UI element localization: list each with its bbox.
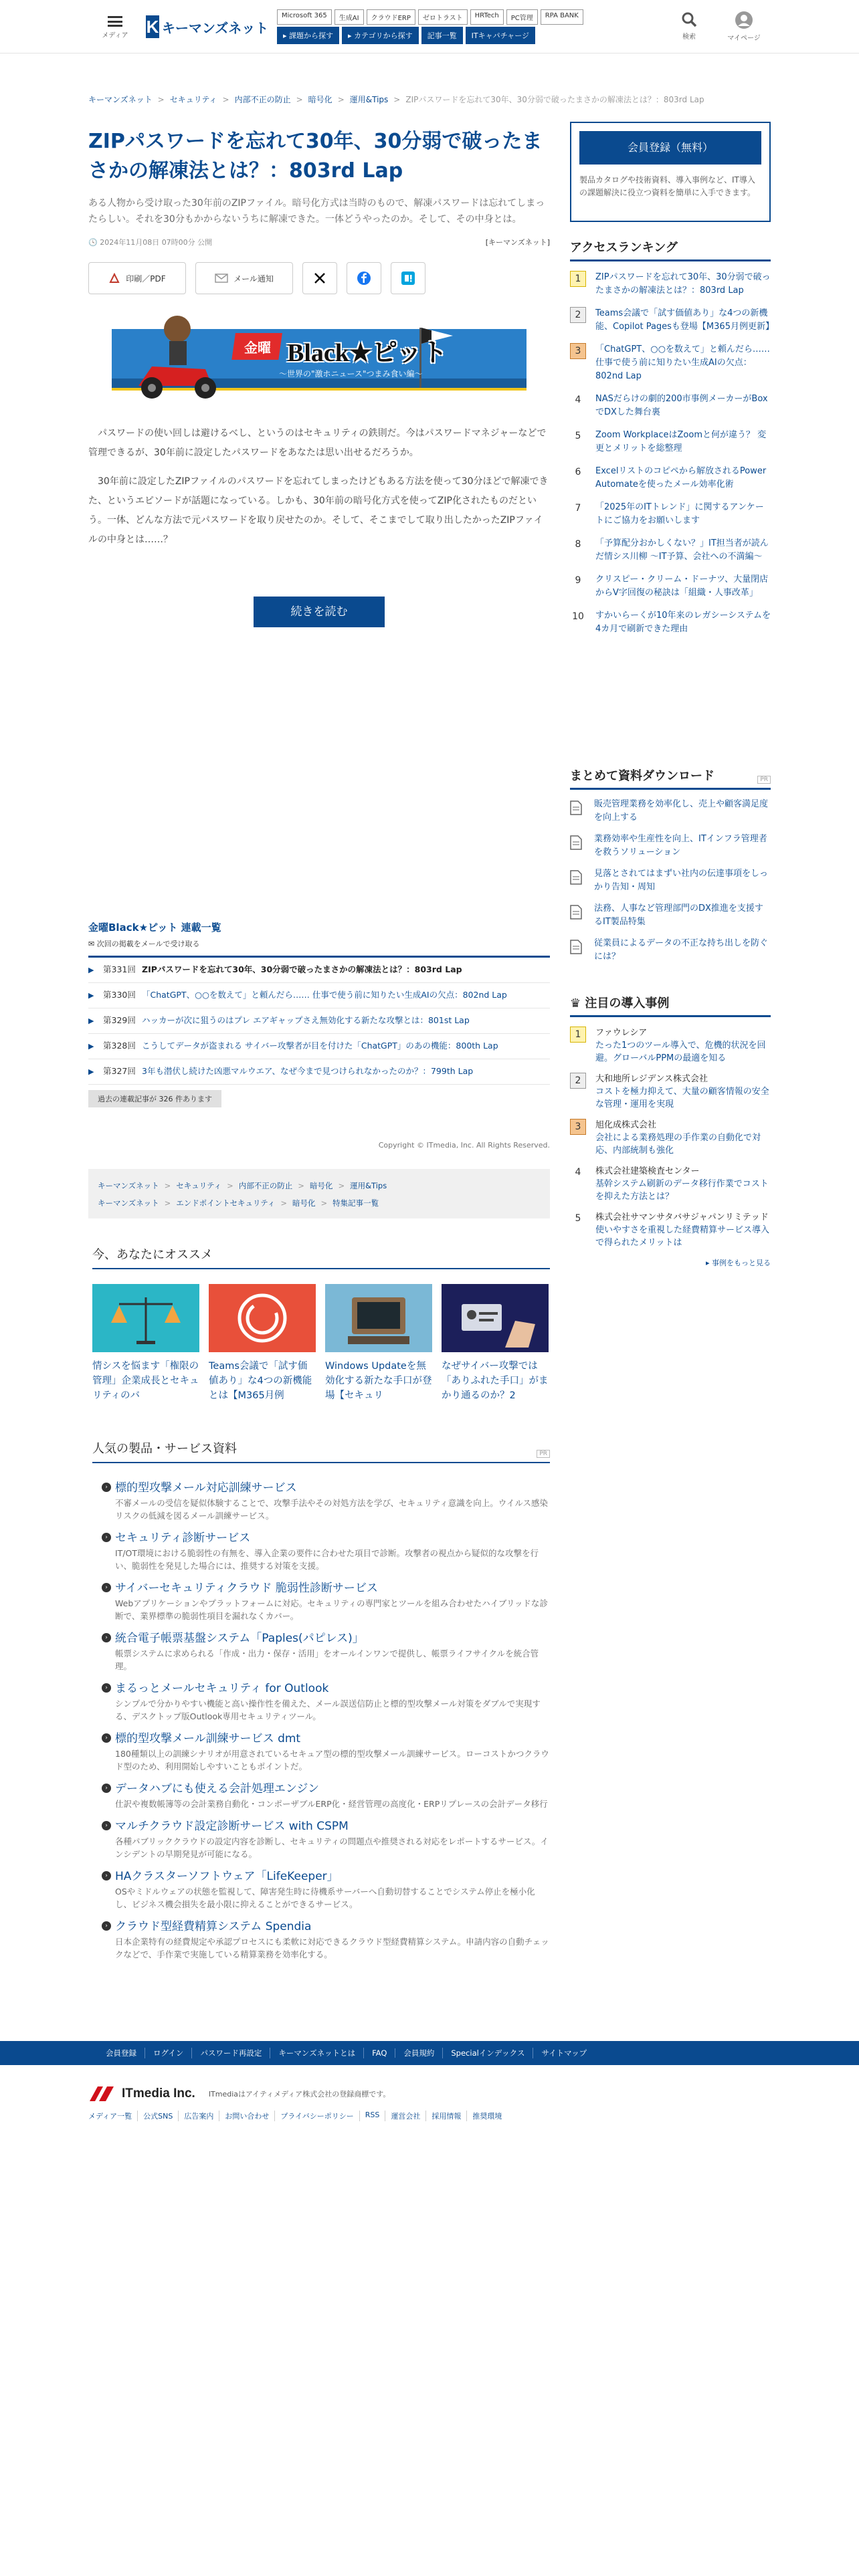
category-link[interactable]: キーマンズネット xyxy=(98,1181,159,1190)
breadcrumb-link[interactable]: セキュリティ xyxy=(169,95,217,104)
ranking-item-title: 「予算配分おかしくない？」IT担当者が読んだ情シス川柳 〜IT予算、会社への不満編〜 xyxy=(595,538,769,562)
chevron-right-icon: › xyxy=(102,1921,111,1931)
recommend-thumbnail xyxy=(442,1284,549,1352)
case-company: ファウレシア xyxy=(595,1028,648,1038)
category-link[interactable]: 暗号化 xyxy=(292,1198,316,1208)
hamburger-icon xyxy=(108,16,122,27)
computer-icon xyxy=(325,1284,432,1352)
chevron-right-icon: › xyxy=(102,1583,111,1592)
rank-number: 1 xyxy=(570,271,586,287)
rank-number: 2 xyxy=(570,1073,586,1089)
footer-link[interactable]: 会員規約 xyxy=(395,2048,443,2058)
product-name: まるっとメールセキュリティ for Outlook xyxy=(115,1682,329,1695)
register-button[interactable]: 会員登録（無料） xyxy=(579,131,761,165)
product-name: 標的型攻撃メール対応訓練サービス xyxy=(115,1481,297,1495)
footer-small-links xyxy=(88,2111,771,2121)
product-name: 統合電子帳票基盤システム「Paples(パピレス)」 xyxy=(115,1632,364,1645)
breadcrumb-link[interactable]: 内部不正の防止 xyxy=(234,95,291,104)
series-item-number: 第331回 xyxy=(103,964,136,974)
arrow-icon: ▶ xyxy=(88,1067,94,1076)
document-icon xyxy=(570,870,582,885)
document-icon xyxy=(570,905,582,920)
series-item-title: こうしてデータが盗まれる サイバー攻撃者が目を付けた「ChatGPT」のあの機能：800th Lap xyxy=(142,1041,498,1051)
product-name: HAクラスターソフトウェア「LifeKeeper」 xyxy=(115,1870,339,1883)
product-description: 日本企業特有の経費規定や承認プロセスにも柔軟に対応できるクラウド型経費精算システム。申請内容の自動チェックなどで、手作業で実施している精算業務を効率化する。 xyxy=(115,1937,549,1959)
topic-tag[interactable]: クラウドERP xyxy=(367,9,415,25)
footer-links xyxy=(98,2041,595,2065)
register-box xyxy=(570,122,771,222)
arrow-icon: ▶ xyxy=(88,1016,94,1025)
topic-tag[interactable]: ゼロトラスト xyxy=(418,9,468,25)
ranking-item-title: ZIPパスワードを忘れて30年、30分弱で破ったまさかの解凍法とは？：803rd Lap xyxy=(595,272,771,296)
footer-small-link[interactable]: 運営会社 xyxy=(385,2111,426,2121)
publish-date: 🕓 2024年11月08日 07時00分 公開 xyxy=(88,238,213,247)
product-item[interactable] xyxy=(92,1919,550,1961)
category-link[interactable]: 暗号化 xyxy=(309,1181,333,1190)
topic-tag[interactable]: PC管理 xyxy=(506,9,538,25)
recommend-grid xyxy=(92,1284,550,1403)
share-x-button[interactable] xyxy=(302,262,337,294)
article-paragraph: パスワードの使い回しは避けるべし、というのはセキュリティの鉄則だ。今はパスワードマネジャーなどで管理できるが、30年前に設定したパスワードをあなたは思い出せるだろうか。 xyxy=(88,428,547,458)
series-item[interactable] xyxy=(88,983,550,1008)
downloads-title-text: まとめて資料ダウンロード xyxy=(570,769,714,783)
copyright: Copyright © ITmedia, Inc. All Rights Reserved. xyxy=(378,1141,550,1150)
footer-bottom xyxy=(88,2085,771,2121)
case-description: 基幹システム刷新のデータ移行作業でコストを抑えた方法とは？ xyxy=(595,1179,769,1202)
product-description: 帳票システムに求められる「作成・出力・保存・活用」をオールインワンで提供し、帳票ライフサイクルを統合管理。 xyxy=(115,1648,539,1671)
product-name: クラウド型経費精算システム Spendia xyxy=(115,1920,312,1933)
ranking-item[interactable] xyxy=(570,537,771,564)
case-company: 株式会社建築検査センター xyxy=(595,1166,700,1176)
chevron-right-icon: › xyxy=(102,1821,111,1830)
footer-link[interactable]: キーマンズネットとは xyxy=(270,2048,364,2058)
footer-link[interactable]: FAQ xyxy=(364,2048,395,2058)
pdf-icon xyxy=(108,272,120,284)
category-row: キーマンズネット > エンドポイントセキュリティ > 暗号化 > 特集記事一覧 xyxy=(98,1198,379,1208)
category-link[interactable]: 特集記事一覧 xyxy=(332,1198,379,1208)
footer-small-link[interactable]: 採用情報 xyxy=(426,2111,467,2121)
x-icon xyxy=(314,272,326,284)
logo-mark: K xyxy=(146,17,159,37)
rank-number: 4 xyxy=(575,395,581,405)
nav-tags xyxy=(277,27,535,44)
publish-date-text: 2024年11月08日 07時00分 公開 xyxy=(100,238,213,247)
nav-tag-issues[interactable]: ▸ 課題から探す xyxy=(277,27,339,44)
series-subscribe-link[interactable]: ✉ 次回の掲載をメールで受け取る xyxy=(88,938,550,958)
ranking-item[interactable] xyxy=(570,429,771,455)
product-item[interactable] xyxy=(92,1782,550,1810)
logo-text: キーマンズネット xyxy=(162,19,269,36)
mail-notify-label: メール通知 xyxy=(233,274,274,284)
menu-button[interactable] xyxy=(100,13,130,43)
case-description: 使いやすさを重視した経費精算サービス導入で得られたメリットは xyxy=(595,1225,770,1248)
rank-number: 3 xyxy=(570,343,586,359)
share-facebook-button[interactable] xyxy=(347,262,381,294)
download-item[interactable] xyxy=(570,859,771,894)
product-name: 標的型攻撃メール訓練サービス dmt xyxy=(115,1732,301,1745)
download-item-title: 従業員によるデータの不正な持ち出しを防ぐには？ xyxy=(594,938,769,962)
footer-small-link[interactable]: 公式SNS xyxy=(138,2111,179,2121)
mypage-label: マイページ xyxy=(727,35,761,42)
footer-link[interactable]: Specialインデックス xyxy=(443,2048,533,2058)
download-item-title: 法務、人事など管理部門のDX推進を支援するIT製品特集 xyxy=(594,903,763,927)
rank-number: 4 xyxy=(575,1167,581,1178)
nav-tag-categories[interactable]: ▸ カテゴリから探す xyxy=(342,27,419,44)
recommend-card[interactable] xyxy=(325,1284,432,1403)
site-header xyxy=(0,0,859,53)
case-company: 株式会社サマンサタバサジャパンリミテッド xyxy=(595,1212,769,1222)
nav-tag-label: 課題から探す xyxy=(289,31,334,40)
breadcrumb-link[interactable]: 運用&Tips xyxy=(349,95,389,104)
rank-number: 9 xyxy=(575,575,581,586)
product-description: IT/OT環境における脆弱性の有無を、導入企業の要件に合わせた項目で診断。攻撃者の視点から疑似的な攻撃を行い、脆弱性を発見した場合には、推奨する対策を支援。 xyxy=(115,1548,539,1571)
ranking-item-title: 「2025年のITトレンド」に関するアンケートにご協力をお願いします xyxy=(595,502,764,526)
ranking-item[interactable] xyxy=(570,609,771,636)
footer-link[interactable]: サイトマップ xyxy=(541,2048,587,2058)
cases-more-label: 事例をもっと見る xyxy=(712,1259,771,1267)
download-item[interactable] xyxy=(570,790,771,825)
recommend-thumbnail xyxy=(209,1284,316,1352)
nav-tag-label: ITキャパチャージ xyxy=(471,31,530,40)
arrow-icon: ▶ xyxy=(88,1042,94,1051)
trademark-note: ITmediaはアイティメディア株式会社の登録商標です。 xyxy=(208,2090,391,2099)
chevron-right-icon: › xyxy=(102,1871,111,1881)
hatena-bookmark-icon xyxy=(401,271,415,286)
ad-label: PR xyxy=(537,1450,550,1458)
search-label: 検索 xyxy=(682,33,696,41)
topic-tag[interactable]: 生成AI xyxy=(335,9,364,25)
category-link[interactable]: 内部不正の防止 xyxy=(238,1181,293,1190)
nav-tag-label: カテゴリから探す xyxy=(354,31,413,40)
products-section xyxy=(92,1439,550,1969)
rank-number: 7 xyxy=(575,503,581,514)
chevron-right-icon: › xyxy=(102,1483,111,1492)
series-item[interactable] xyxy=(88,958,550,983)
product-item[interactable] xyxy=(92,1869,550,1911)
cases-title-text: 注目の導入事例 xyxy=(585,996,670,1010)
ranking-item-title: Zoom WorkplaceはZoomと何が違う？ 変更とメリットを総整理 xyxy=(595,430,767,453)
series-item-title: 3年も潜伏し続けた凶悪マルウエア、なぜ今まで見つけられなかったのか？：799th Lap xyxy=(142,1066,474,1076)
ranking-item[interactable] xyxy=(570,343,771,383)
download-item[interactable] xyxy=(570,825,771,859)
itmedia-name: ITmedia Inc. xyxy=(122,2086,195,2101)
related-categories xyxy=(88,1169,550,1218)
ranking-item[interactable] xyxy=(570,307,774,334)
nav-tag-label: 記事一覧 xyxy=(427,31,457,40)
product-item[interactable] xyxy=(92,1819,550,1860)
site-logo[interactable] xyxy=(146,15,268,39)
recommend-section xyxy=(92,1245,550,1403)
footer-small-link[interactable]: メディア一覧 xyxy=(88,2111,138,2121)
category-link[interactable]: キーマンズネット xyxy=(98,1198,159,1208)
footer-nav xyxy=(0,2041,859,2065)
series-item-title: 「ChatGPT、○○を数えて」と頼んだら…… 仕事で使う前に知りたい生成AIの欠点：802nd Lap xyxy=(142,990,507,1000)
recommend-card[interactable] xyxy=(209,1284,316,1403)
breadcrumb-link[interactable]: 暗号化 xyxy=(308,95,332,104)
itmedia-logo[interactable] xyxy=(88,2085,771,2103)
product-item[interactable] xyxy=(92,1731,550,1773)
ranking-item-title: すかいらーくが10年来のレガシーシステムを4カ月で刷新できた理由 xyxy=(595,611,771,634)
recommend-caption: 情シスを悩ます「権限の管理」企業成長とセキュリティのバ xyxy=(92,1361,199,1401)
rank-number: 1 xyxy=(570,1027,586,1043)
product-description: Webアプリケーションやプラットフォームに対応。セキュリティの専門家とツールを組み合わせたハイブリッドな診断で、業界標準の脆弱性項目を漏れなくカバー。 xyxy=(115,1598,548,1621)
print-pdf-button[interactable] xyxy=(88,262,186,294)
share-hatena-button[interactable] xyxy=(391,262,425,294)
recommend-card[interactable] xyxy=(442,1284,549,1403)
article-source: [キーマンズネット] xyxy=(485,238,550,247)
ad-label: PR xyxy=(757,776,771,784)
series-item[interactable] xyxy=(88,1059,550,1085)
case-company: 旭化成株式会社 xyxy=(595,1120,657,1130)
series-item[interactable] xyxy=(88,1034,550,1059)
mail-notify-button[interactable] xyxy=(195,262,293,294)
ranking-title: アクセスランキング xyxy=(570,238,771,261)
rank-number: 5 xyxy=(575,431,581,441)
scales-icon xyxy=(92,1284,199,1352)
breadcrumb-link[interactable]: キーマンズネット xyxy=(88,95,153,104)
series-item-number: 第330回 xyxy=(103,990,136,1000)
cases-title xyxy=(570,994,771,1017)
facebook-icon xyxy=(357,271,371,286)
ranking-item[interactable] xyxy=(570,271,771,298)
products-title-text: 人気の製品・サービス資料 xyxy=(92,1442,237,1456)
recommend-caption: なぜサイバー攻撃では「ありふれた手口」がまかり通るのか？2 xyxy=(442,1361,549,1401)
banner-title: Black★ピット xyxy=(287,339,448,367)
footer-small-link[interactable]: 広告案内 xyxy=(179,2111,219,2121)
ranking-section xyxy=(570,238,774,645)
product-name: サイバーセキュリティクラウド 脆弱性診断サービス xyxy=(115,1582,378,1595)
products-list xyxy=(92,1481,550,1961)
rank-number: 3 xyxy=(570,1119,586,1135)
footer-small-link[interactable]: 推奨環境 xyxy=(472,2112,502,2121)
series-item-title: ZIPパスワードを忘れて30年、30分弱で破ったまさかの解凍法とは？：803rd Lap xyxy=(142,964,462,974)
case-description: たった1つのツール導入で、危機的状況を回避。グローバルPPMの最適を知る xyxy=(595,1041,766,1063)
case-item[interactable] xyxy=(570,1027,771,1065)
arrow-icon: ▶ xyxy=(88,991,94,1000)
case-item[interactable] xyxy=(570,1211,771,1249)
chevron-right-icon: › xyxy=(102,1733,111,1743)
recommend-title: 今、あなたにオススメ xyxy=(92,1245,550,1269)
product-description: 各種パブリッククラウドの設定内容を診断し、セキュリティの問題点や推奨される対応をレポートするサービス。インシデントの早期発見が可能になる。 xyxy=(115,1836,549,1859)
banner-kin-label: 金曜 xyxy=(244,340,271,356)
product-item[interactable] xyxy=(92,1481,550,1522)
product-name: データハブにも使える会計処理エンジン xyxy=(115,1782,319,1796)
cases-more-link[interactable]: ▸ 事例をもっと見る xyxy=(705,1259,771,1267)
footer-link[interactable]: 会員登録 xyxy=(98,2048,145,2058)
article-paragraph: 30年前に設定したZIPファイルのパスワードを忘れてしまったけどもある方法を使って30分ほどで解凍できた、というエピソードが話題になっている。しかも、30年前の暗号化方式を使ってZIP化されたものだという。一体、どんな方法で元パスワードを取り戻せたのか。そして、そこまでして取り出したかったZIPファイルの中身とは……？ xyxy=(88,476,549,545)
downloads-title xyxy=(570,766,771,790)
ranking-item-title: NASだらけの劇的200市事例メーカーがBoxでDXした舞台裏 xyxy=(595,394,768,417)
download-item-title: 見落とされてはまずい社内の伝達事項をしっかり告知・周知 xyxy=(594,869,769,892)
case-description: コストを極力抑えて、大量の顧客情報の安全な管理・運用を実現 xyxy=(595,1087,769,1109)
series-banner xyxy=(112,309,527,409)
product-name: マルチクラウド設定診断サービス with CSPM xyxy=(115,1820,349,1833)
case-company: 大和地所レジデンス株式会社 xyxy=(595,1074,708,1084)
topic-tags xyxy=(277,9,583,25)
breadcrumb-current: ZIPパスワードを忘れて30年、30分弱で破ったまさかの解凍法とは？：803rd Lap xyxy=(405,95,704,104)
recommend-thumbnail xyxy=(92,1284,199,1352)
ranking-item[interactable] xyxy=(570,573,771,600)
footer-small-link[interactable]: お問い合わせ xyxy=(219,2111,275,2121)
product-item[interactable] xyxy=(92,1631,550,1673)
banner-subtitle: 〜世界の"激ホニュース"つまみ食い編〜 xyxy=(279,369,423,379)
menu-label: メディア xyxy=(102,32,128,39)
rank-number: 6 xyxy=(575,467,581,477)
series-item[interactable] xyxy=(88,1008,550,1034)
series-item-number: 第328回 xyxy=(103,1041,136,1051)
search-icon xyxy=(680,11,698,28)
id-card-icon xyxy=(442,1284,549,1352)
topic-tag[interactable]: Microsoft 365 xyxy=(277,9,332,25)
chevron-right-icon: › xyxy=(102,1633,111,1642)
crown-icon: ♛ xyxy=(570,996,585,1010)
case-item[interactable] xyxy=(570,1165,771,1203)
case-item[interactable] xyxy=(570,1119,771,1157)
series-item-number: 第329回 xyxy=(103,1015,136,1025)
share-bar xyxy=(88,262,550,294)
ranking-item-title: Teams会議で「試す価値あり」な4つの新機能、Copilot Pagesも登場【M365月例更新】 xyxy=(595,308,774,332)
user-icon xyxy=(735,11,753,29)
series-title: 金曜Black★ピット 連載一覧 xyxy=(88,922,221,934)
article xyxy=(88,114,550,627)
ranking-item-title: Excelリストのコピペから解放されるPower Automateを使ったメール効率化術 xyxy=(595,466,767,490)
download-item[interactable] xyxy=(570,894,771,929)
products-title xyxy=(92,1439,550,1463)
print-pdf-label: 印刷／PDF xyxy=(126,274,166,284)
chevron-right-icon: › xyxy=(102,1784,111,1793)
footer-link[interactable]: ログイン xyxy=(145,2048,192,2058)
category-row: キーマンズネット > セキュリティ > 内部不正の防止 > 暗号化 > 運用&Tips xyxy=(98,1181,387,1190)
category-link[interactable]: 運用&Tips xyxy=(350,1181,387,1190)
ranking-item-title: クリスピー・クリーム・ドーナツ、大量閉店からV字回復の秘訣は「組織・人事改革」 xyxy=(595,574,769,598)
arrow-icon: ▶ xyxy=(88,966,94,974)
document-icon xyxy=(570,800,582,815)
ranking-item-title: 「ChatGPT、○○を数えて」と頼んだら…… 仕事で使う前に知りたい生成AIの欠点：802nd Lap xyxy=(595,344,770,381)
download-item-title: 業務効率や生産性を向上、ITインフラ管理者を救うソリューション xyxy=(594,834,767,857)
footer-small-link[interactable]: RSS xyxy=(360,2111,386,2121)
downloads-section xyxy=(570,766,771,964)
category-link[interactable]: セキュリティ xyxy=(176,1181,222,1190)
recommend-caption: Windows Updateを無効化する新たな手口が登場【セキュリ xyxy=(325,1361,432,1401)
product-description: OSやミドルウェアの状態を監視して、障害発生時に待機系サーバーへ自動切替することでシステム停止を極小化し、ビジネス機会損失を最小限に抑えることができるサービス。 xyxy=(115,1887,535,1909)
search-button[interactable] xyxy=(669,11,709,41)
product-name: セキュリティ診断サービス xyxy=(115,1531,251,1545)
recommend-card[interactable] xyxy=(92,1284,199,1403)
chevron-right-icon: › xyxy=(102,1533,111,1542)
ranking-list xyxy=(570,271,774,636)
series-more-button[interactable]: 過去の連載記事が 326 件あります xyxy=(88,1090,221,1107)
product-item[interactable] xyxy=(92,1681,550,1723)
article-meta xyxy=(88,237,550,247)
document-icon xyxy=(570,940,582,954)
rank-number: 8 xyxy=(575,539,581,550)
product-description: シンプルで分かりやすい機能と高い操作性を備えた、メール誤送信防止と標的型攻撃メール対策をダブルで実現する、デスクトップ版Outlook専用セキュリティツール。 xyxy=(115,1699,541,1721)
nav-tag-charge[interactable] xyxy=(466,27,535,44)
ranking-item[interactable] xyxy=(570,501,771,528)
document-icon xyxy=(570,835,582,850)
article-lead: ある人物から受け取った30年前のZIPファイル。暗号化方式は当時のもので、解凍パスワードは忘れてしまったらしい。それを30分もかからないうちに解凍できた。一体どうやったのか。そして、その中身とは。 xyxy=(88,198,545,225)
case-item[interactable] xyxy=(570,1073,771,1111)
recommend-caption: Teams会議で「試す価値あり」な4つの新機能とは【M365月例 xyxy=(209,1361,312,1401)
refresh-icon xyxy=(209,1284,316,1352)
recommend-thumbnail xyxy=(325,1284,432,1352)
rank-number: 10 xyxy=(572,611,584,622)
category-link[interactable]: エンドポイントセキュリティ xyxy=(176,1198,276,1208)
nav-tag-articles[interactable] xyxy=(421,27,463,44)
cases-list xyxy=(570,1027,771,1249)
mypage-button[interactable] xyxy=(724,11,764,42)
itmedia-mark-icon xyxy=(88,2085,115,2103)
register-text: 製品カタログや技術資料、導入事例など、IT導入の課題解決に役立つ資料を簡単に入手できます。 xyxy=(579,175,756,197)
download-item-title: 販売管理業務を効率化し、売上や顧客満足度を向上する xyxy=(594,799,769,823)
read-more-button[interactable]: 続きを読む xyxy=(254,597,385,627)
cases-section xyxy=(570,994,771,1268)
topic-tag[interactable]: RPA BANK xyxy=(541,9,583,25)
footer-link[interactable]: パスワード再設定 xyxy=(192,2048,270,2058)
mail-icon xyxy=(215,273,228,284)
series-list xyxy=(88,920,550,1107)
product-description: 180種類以上の訓練シナリオが用意されているセキュア型の標的型攻撃メール訓練サービス。ローコストかつクラウド型のため、利用開始しやすいこともポイントだ。 xyxy=(115,1749,549,1772)
breadcrumb: キーマンズネット > セキュリティ > 内部不正の防止 > 暗号化 > 運用&Tips > ZIPパスワードを忘れて30年、30分弱で破ったまさかの解凍法とは？：803rd Lap xyxy=(88,95,704,104)
download-item[interactable] xyxy=(570,929,771,964)
series-subscribe-label: 次回の掲載をメールで受け取る xyxy=(96,940,200,948)
page-title: ZIPパスワードを忘れて30年、30分弱で破ったまさかの解凍法とは？：803rd Lap xyxy=(88,130,543,183)
ranking-item[interactable] xyxy=(570,465,771,492)
product-item[interactable] xyxy=(92,1581,550,1622)
footer-small-link[interactable]: プライバシーポリシー xyxy=(275,2111,359,2121)
rank-number: 5 xyxy=(575,1213,581,1224)
case-description: 会社による業務処理の手作業の自動化で対応、内部統制も強化 xyxy=(595,1133,761,1156)
chevron-right-icon: › xyxy=(102,1683,111,1693)
series-item-number: 第327回 xyxy=(103,1066,136,1076)
product-description: 不審メールの受信を疑似体験することで、攻撃手法やその対処方法を学び、セキュリティ意識を向上。ウイルス感染リスクの低減を図るメール訓練サービス。 xyxy=(115,1498,549,1521)
product-item[interactable] xyxy=(92,1531,550,1572)
product-description: 仕訳や複数帳簿等の会計業務自動化・コンポーザブルERP化・経営管理の高度化・ERPリプレースの会計データ移行 xyxy=(115,1799,548,1809)
topic-tag[interactable]: HRTech xyxy=(470,9,504,25)
ranking-item[interactable] xyxy=(570,393,771,419)
rank-number: 2 xyxy=(570,307,586,323)
series-item-title: ハッカーが次に狙うのはプレ エアギャップさえ無効化する新たな攻撃とは：801st Lap xyxy=(142,1015,470,1025)
